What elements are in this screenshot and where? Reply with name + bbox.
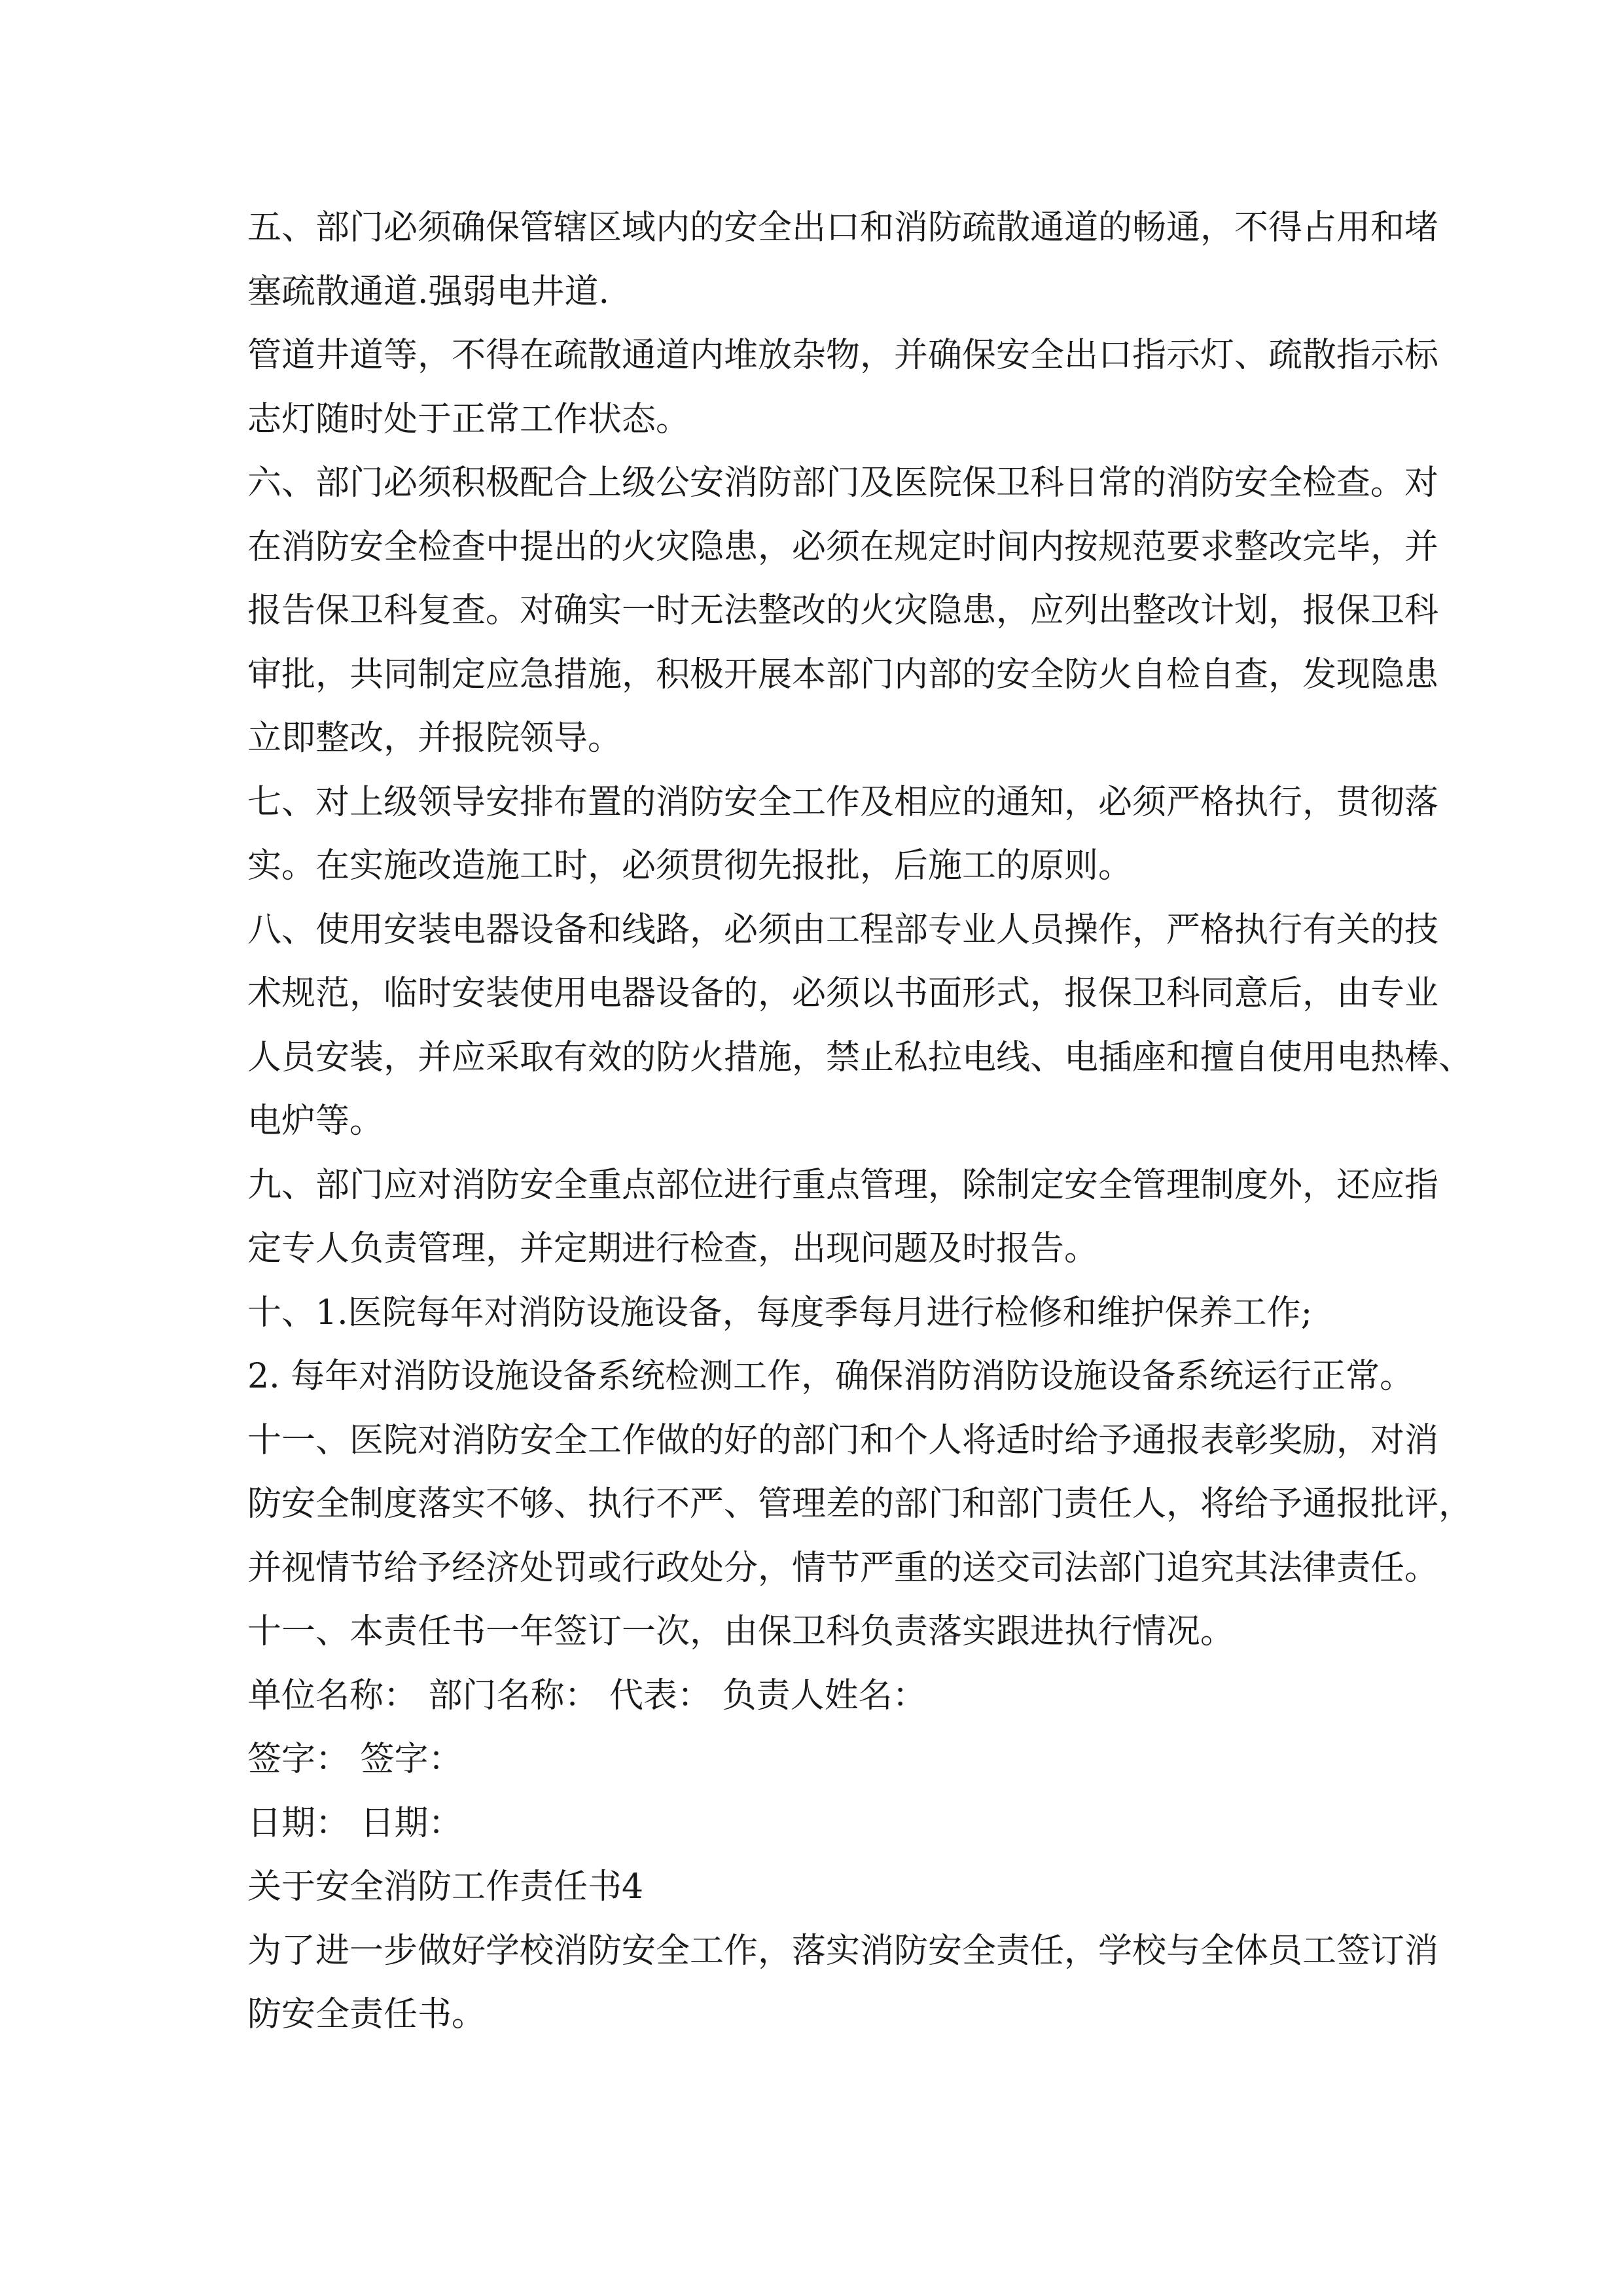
text-line-28: 为了进一步做好学校消防安全工作，落实消防安全责任，学校与全体员工签订消: [247, 1931, 1439, 1971]
text-line-8: 审批，共同制定应急措施，积极开展本部门内部的安全防火自检自查，发现隐患: [247, 655, 1439, 694]
signature-line: 签字： 签字：: [247, 1740, 463, 1779]
text-line-10: 七、对上级领导安排布置的消防安全工作及相应的通知，必须严格执行，贯彻落: [247, 782, 1439, 822]
text-line-22: 并视情节给予经济处罚或行政处分，情节严重的送交司法部门追究其法律责任。: [247, 1548, 1439, 1588]
text-line-29: 防安全责任书。: [247, 1995, 486, 2034]
text-line-1: 五、部门必须确保管辖区域内的安全出口和消防疏散通道的畅通，不得占用和堵: [247, 208, 1439, 247]
document-body: [247, 196, 1473, 2047]
text-line-17: 定专人负责管理，并定期进行检查，出现问题及时报告。: [247, 1229, 1099, 1268]
text-line-15: 电炉等。: [247, 1102, 384, 1141]
text-line-5: 六、部门必须积极配合上级公安消防部门及医院保卫科日常的消防安全检查。对: [247, 463, 1439, 503]
date-line: 日期： 日期：: [247, 1803, 463, 1843]
text-line-3: 管道井道等，不得在疏散通道内堆放杂物，并确保安全出口指示灯、疏散指示标: [247, 336, 1439, 375]
text-line-11: 实。在实施改造施工时，必须贯彻先报批，后施工的原则。: [247, 846, 1133, 886]
text-line-12: 八、使用安装电器设备和线路，必须由工程部专业人员操作，严格执行有关的技: [247, 910, 1439, 950]
text-line-21: 防安全制度落实不够、执行不严、管理差的部门和部门责任人，将给予通报批评，: [247, 1484, 1473, 1524]
text-line-19: 2. 每年对消防设施设备系统检测工作，确保消防消防设施设备系统运行正常。: [247, 1357, 1414, 1396]
text-line-4: 志灯随时处于正常工作状态。: [247, 399, 690, 439]
text-line-2: 塞疏散通道.强弱电井道.: [247, 272, 610, 312]
text-line-14: 人员安装，并应采取有效的防火措施，禁止私拉电线、电插座和擅自使用电热棒、: [247, 1037, 1473, 1077]
text-line-6: 在消防安全检查中提出的火灾隐患，必须在规定时间内按规范要求整改完毕，并: [247, 527, 1439, 567]
text-line-16: 九、部门应对消防安全重点部位进行重点管理，除制定安全管理制度外，还应指: [247, 1165, 1439, 1205]
text-line-7: 报告保卫科复查。对确实一时无法整改的火灾隐患，应列出整改计划，报保卫科: [247, 591, 1439, 630]
text-line-13: 术规范，临时安装使用电器设备的，必须以书面形式，报保卫科同意后，由专业: [247, 974, 1439, 1013]
signature-fields-line: 单位名称： 部门名称： 代表： 负责人姓名：: [247, 1676, 927, 1715]
section-title: 关于安全消防工作责任书4: [247, 1867, 644, 1907]
text-line-9: 立即整改，并报院领导。: [247, 719, 622, 758]
text-line-23: 十一、本责任书一年签订一次，由保卫科负责落实跟进执行情况。: [247, 1612, 1235, 1651]
text-line-18: 十、1.医院每年对消防设施设备，每度季每月进行检修和维护保养工作;: [247, 1293, 1313, 1333]
text-line-20: 十一、医院对消防安全工作做的好的部门和个人将适时给予通报表彰奖励，对消: [247, 1420, 1439, 1460]
